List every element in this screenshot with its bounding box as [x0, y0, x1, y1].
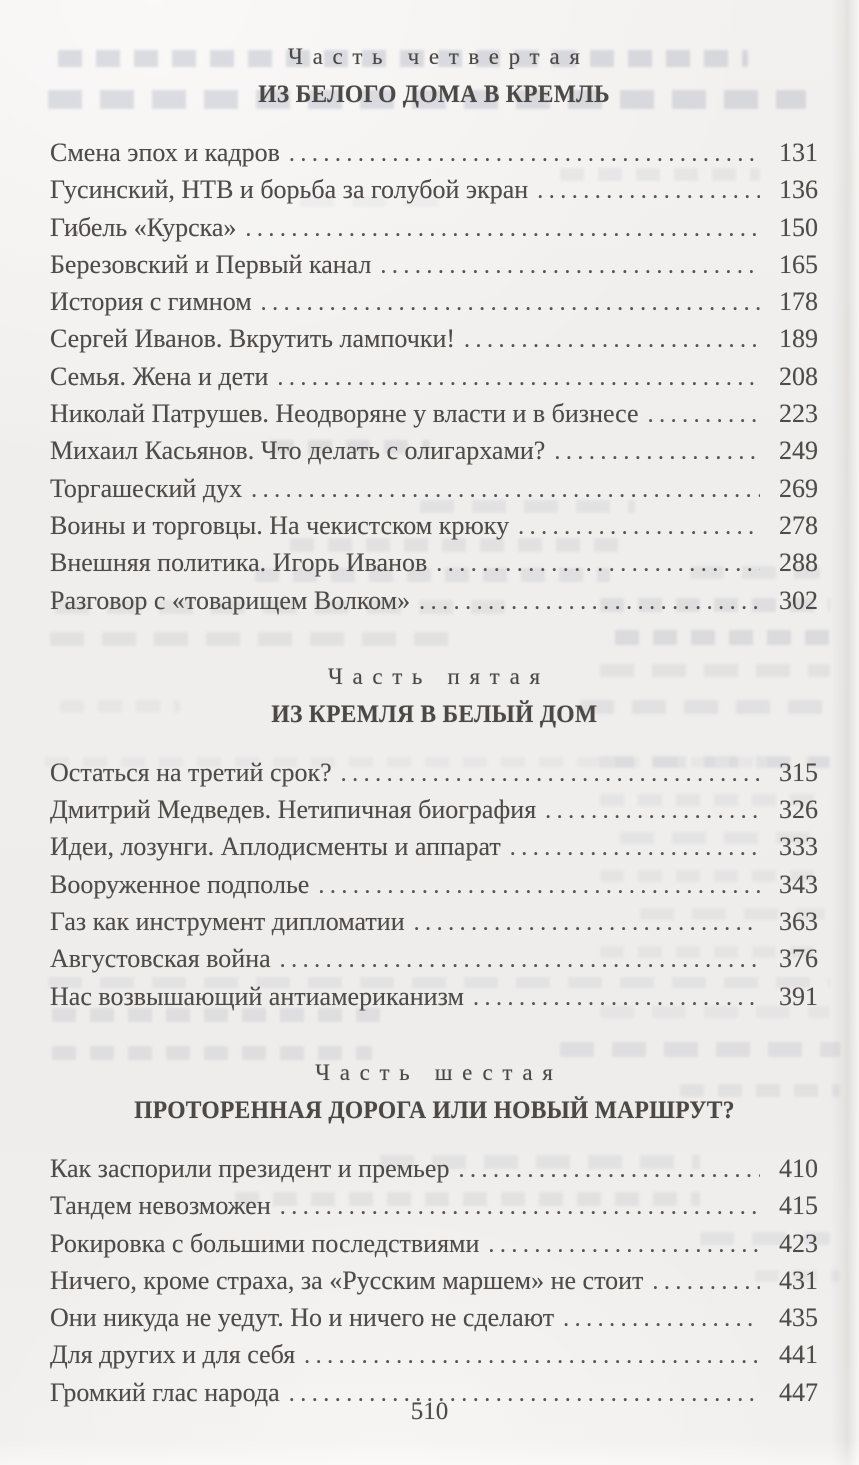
- toc-entry-row: [50, 1226, 818, 1263]
- toc-entry-row: [50, 135, 818, 172]
- toc-entry-row: [50, 247, 818, 284]
- toc-part-section: [50, 662, 818, 1016]
- toc-entry-title: Гибель «Курска»: [50, 212, 237, 242]
- toc-entry-page-number: 333: [779, 832, 818, 862]
- book-page-number: 510: [410, 1398, 449, 1425]
- toc-leader-dots: [289, 136, 760, 172]
- part-label: Часть шестая: [315, 1059, 563, 1085]
- toc-entry-title: Семья. Жена и дети: [50, 361, 269, 391]
- part-label: Часть четвертая: [288, 44, 590, 69]
- toc-entry-title: Идеи, лозунги. Аплодисменты и аппарат: [50, 832, 501, 862]
- toc-leader-dots: [280, 942, 760, 978]
- toc-entry-title: Они никуда не уедут. Но и ничего не сделают: [50, 1303, 555, 1333]
- toc-entry-title: Тандем невозможен: [50, 1191, 271, 1221]
- toc-entry-page-number: 423: [779, 1228, 818, 1258]
- toc-entry-page-number: 431: [779, 1265, 818, 1295]
- toc-leader-dots: [545, 793, 760, 829]
- toc-entry-page-number: 208: [779, 361, 818, 391]
- toc-entry-row: [50, 904, 818, 941]
- toc-entry-page-number: 376: [779, 944, 818, 974]
- toc-entry-page-number: 326: [779, 795, 818, 825]
- toc-leader-dots: [419, 584, 760, 620]
- toc-entry-row: [50, 1300, 818, 1337]
- part-label: Часть пятая: [327, 663, 550, 689]
- toc-entry-row: [50, 583, 818, 620]
- toc-entry-title: Ничего, кроме страха, за «Русским маршем» не стоит: [50, 1265, 644, 1295]
- toc-entry-page-number: 136: [779, 175, 818, 205]
- toc-entry-title: Внешняя политика. Игорь Иванов: [50, 548, 428, 578]
- part-title-row: [50, 699, 818, 734]
- toc-leader-dots: [251, 472, 760, 508]
- toc-entry-title: Как заспорили президент и премьер: [50, 1153, 450, 1183]
- toc-entry-title: Громкий глас народа: [50, 1377, 280, 1407]
- toc-leader-dots: [554, 434, 760, 470]
- toc-part-section: [50, 1058, 818, 1412]
- toc-leader-dots: [304, 1338, 760, 1374]
- toc-part-section: [50, 42, 818, 620]
- toc-leader-dots: [563, 1301, 760, 1337]
- toc-leader-dots: [537, 173, 760, 209]
- toc-leader-dots: [414, 905, 760, 941]
- part-title: ПРОТОРЕННАЯ ДОРОГА ИЛИ НОВЫЙ МАРШРУТ?: [133, 1096, 735, 1124]
- toc-entry-row: [50, 755, 818, 792]
- toc-entry-row: [50, 321, 818, 358]
- toc-leader-dots: [518, 509, 760, 545]
- toc-entry-page-number: 278: [779, 510, 818, 540]
- toc-entry-row: [50, 359, 818, 396]
- toc-entry-page-number: 165: [779, 249, 818, 279]
- toc-entry-title: Гусинский, НТВ и борьба за голубой экран: [50, 175, 529, 205]
- toc-entry-title: Для других и для себя: [50, 1340, 296, 1370]
- toc-entry-page-number: 343: [779, 869, 818, 899]
- toc-entry-title: Сергей Иванов. Вкрутить лампочки!: [50, 324, 456, 354]
- toc-entry-page-number: 447: [779, 1377, 818, 1407]
- toc-entry-row: [50, 284, 818, 321]
- toc-entry-title: Николай Патрушев. Неодворяне у власти и в бизнесе: [50, 399, 639, 429]
- toc-entry-page-number: 410: [779, 1153, 818, 1183]
- toc-entry-page-number: 269: [779, 473, 818, 503]
- toc-entry-page-number: 131: [779, 138, 818, 167]
- toc-entry-page-number: 150: [779, 212, 818, 242]
- toc-entry-title: Березовский и Первый канал: [50, 249, 372, 279]
- toc-leader-dots: [277, 360, 760, 396]
- toc-entry-title: Августовская война: [50, 944, 271, 974]
- toc-leader-dots: [458, 1152, 760, 1188]
- toc-entry-title: Остаться на третий срок?: [50, 757, 332, 787]
- toc-leader-dots: [464, 322, 760, 358]
- toc-leader-dots: [648, 397, 760, 433]
- toc-entry-row: [50, 508, 818, 545]
- toc-entry-row: [50, 471, 818, 508]
- toc-entry-row: [50, 1263, 818, 1300]
- toc-entry-row: [50, 210, 818, 247]
- toc-entry-row: [50, 1337, 818, 1374]
- toc-entry-row: [50, 979, 818, 1016]
- toc-entry-page-number: 189: [779, 324, 818, 354]
- toc-leader-dots: [436, 546, 760, 582]
- toc-entry-row: [50, 172, 818, 209]
- toc-entry-title: Рокировка с большими последствиями: [50, 1228, 480, 1258]
- toc-leader-dots: [280, 1189, 760, 1225]
- toc-entry-title: Газ как инструмент дипломатии: [50, 907, 405, 937]
- toc-entry-page-number: 249: [779, 436, 818, 466]
- page-bottom-shading: [0, 1439, 859, 1465]
- toc-entry-page-number: 223: [779, 399, 818, 429]
- toc-entry-page-number: 315: [779, 757, 818, 787]
- toc-entry-page-number: 391: [779, 981, 818, 1011]
- toc-entry-row: [50, 829, 818, 866]
- toc-leader-dots: [261, 285, 760, 321]
- toc-entry-page-number: 441: [779, 1340, 818, 1370]
- toc-entry-row: [50, 433, 818, 470]
- toc-leader-dots: [652, 1264, 760, 1300]
- toc-entry-row: [50, 867, 818, 904]
- toc-entry-title: История с гимном: [50, 287, 252, 317]
- part-title-row: [50, 79, 818, 114]
- toc-entry-title: Воины и торговцы. На чекистском крюку: [50, 510, 510, 540]
- toc-entry-row: [50, 1188, 818, 1225]
- toc-entry-title: Смена эпох и кадров: [50, 138, 280, 167]
- part-entries: [50, 755, 818, 1016]
- toc-entry-row: [50, 792, 818, 829]
- part-entries: [50, 135, 818, 620]
- toc-entry-page-number: 288: [779, 548, 818, 578]
- toc-leader-dots: [510, 830, 760, 866]
- toc-leader-dots: [380, 248, 760, 284]
- toc-entry-title: Михаил Касьянов. Что делать с олигархами?: [50, 436, 546, 466]
- toc-entry-title: Нас возвышающий антиамериканизм: [50, 981, 464, 1011]
- toc-entry-row: [50, 545, 818, 582]
- toc-entry-page-number: 415: [779, 1191, 818, 1221]
- part-entries: [50, 1151, 818, 1412]
- toc-entry-title: Торгашеский дух: [50, 473, 243, 503]
- toc-entry-title: Дмитрий Медведев. Нетипичная биография: [50, 795, 537, 825]
- toc-entry-row: [50, 1151, 818, 1188]
- part-title: ИЗ КРЕМЛЯ В БЕЛЫЙ ДОМ: [271, 700, 597, 728]
- toc-leader-dots: [245, 211, 760, 247]
- toc-entry-page-number: 302: [779, 585, 818, 615]
- part-title-row: [50, 1095, 818, 1130]
- toc-leader-dots: [488, 1227, 760, 1263]
- toc-leader-dots: [341, 756, 760, 792]
- toc-entry-row: [50, 396, 818, 433]
- toc-entry-title: Вооруженное подполье: [50, 869, 310, 899]
- toc-entry-page-number: 363: [779, 907, 818, 937]
- toc-leader-dots: [473, 980, 760, 1016]
- toc-leader-dots: [318, 868, 760, 904]
- toc-entry-title: Разговор с «товарищем Волком»: [50, 585, 411, 615]
- toc-entry-page-number: 435: [779, 1303, 818, 1333]
- toc-entry-row: [50, 941, 818, 978]
- part-title: ИЗ БЕЛОГО ДОМА В КРЕМЛЬ: [258, 81, 610, 108]
- toc-entry-page-number: 178: [779, 287, 818, 317]
